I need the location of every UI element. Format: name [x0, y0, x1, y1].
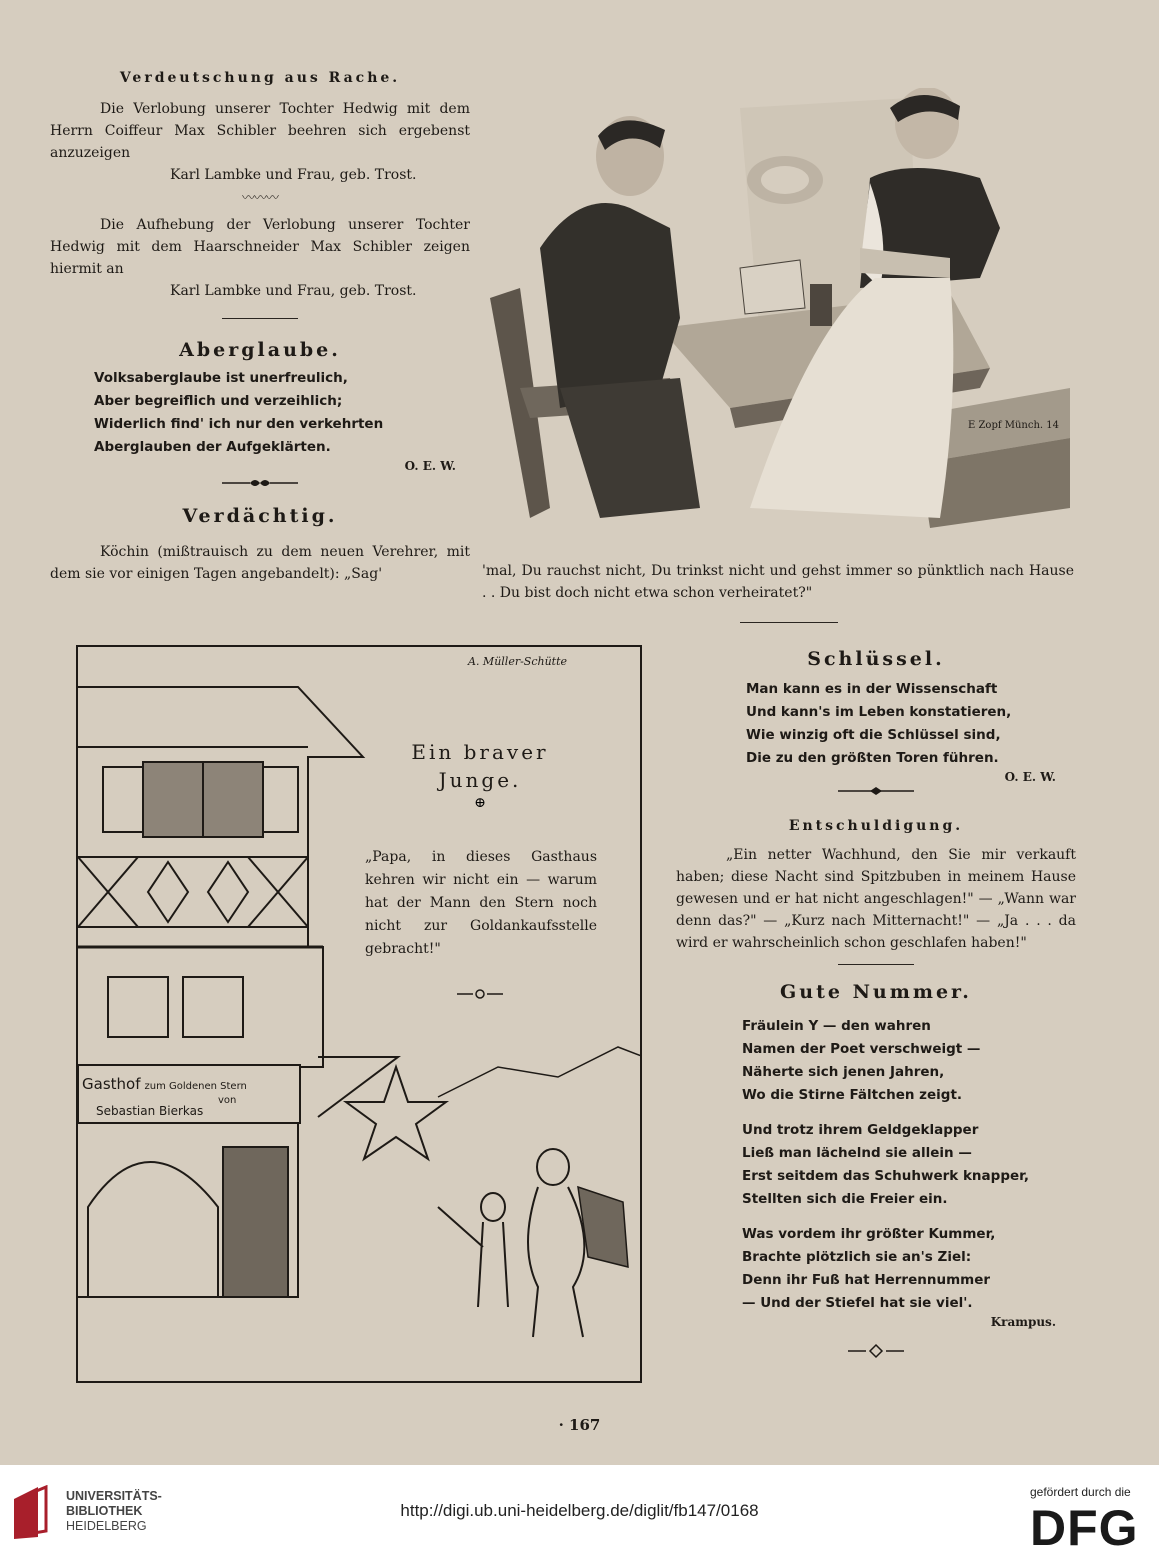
- poem-line: Man kann es in der Wissenschaft: [746, 681, 998, 697]
- ornament-icon: [836, 786, 916, 796]
- sign-text-von: von: [218, 1095, 237, 1106]
- library-name-line: UNIVERSITÄTS-: [66, 1489, 162, 1503]
- verdaechtig-text-start: Köchin (mißtrauisch zu dem neuen Verehrer, mit dem sie vor einigen Tagen angebandelt): „Sag': [50, 544, 470, 582]
- poem-line: Wo die Stirne Fältchen zeigt.: [742, 1087, 963, 1103]
- poem-line: Denn ihr Fuß hat Herrennummer: [742, 1272, 991, 1288]
- section-title-gute-nummer: Gute Nummer.: [780, 981, 972, 1003]
- poem-line: Erst seitdem das Schuhwerk knapper,: [742, 1168, 1029, 1184]
- wave-divider: 〰〰〰: [241, 191, 278, 206]
- cartoon-caption: „Papa, in dieses Gasthaus kehren wir nicht ein — warum hat der Mann den Stern noch nicht zur Goldankaufsstelle gebracht!": [365, 849, 597, 957]
- poem-line: Die zu den größten Toren führen.: [746, 750, 999, 766]
- cancellation-notice: Die Aufhebung der Verlobung unserer Tochter Hedwig mit dem Haarschneider Max Schibler zeigen hiermit an: [50, 217, 470, 277]
- poem-line: Wie winzig oft die Schlüssel sind,: [746, 727, 1001, 743]
- engagement-notice: Die Verlobung unserer Tochter Hedwig mit dem Herrn Coiffeur Max Schibler beehren sich ergebenst anzuzeigen: [50, 101, 470, 161]
- poem-line: Aberglauben der Aufgeklärten.: [94, 439, 331, 455]
- section-title-entschuldigung: Entschuldigung.: [788, 818, 964, 834]
- dfg-logo[interactable]: DFG: [1030, 1500, 1139, 1556]
- poem-line: Und trotz ihrem Geldgeklapper: [742, 1122, 979, 1138]
- library-name-line: HEIDELBERG: [66, 1519, 147, 1533]
- notice-signature-1: Karl Lambke und Frau, geb. Trost.: [170, 167, 417, 183]
- artist-signature: A. Müller-Schütte: [468, 655, 568, 668]
- poem-line: Fräulein Y — den wahren: [742, 1018, 931, 1034]
- page-number: · 167: [558, 1416, 601, 1434]
- cartoon-title: Ein braver Junge.: [411, 740, 549, 792]
- ornament-divider: [676, 784, 1076, 800]
- notice-signature-2: Karl Lambke und Frau, geb. Trost.: [170, 283, 417, 299]
- poem-line: — Und der Stiefel hat sie viel'.: [742, 1295, 973, 1311]
- illustration-man-and-woman-at-table: [480, 88, 1080, 558]
- viewer-footer: [0, 1465, 1159, 1561]
- poem-line: Volksaberglaube ist unerfreulich,: [94, 370, 348, 386]
- ornament-icon: [220, 477, 300, 489]
- poem-signature: O. E. W.: [404, 459, 456, 473]
- poem-line: Stellten sich die Freier ein.: [742, 1191, 948, 1207]
- ornament-divider: [50, 477, 470, 493]
- poem-line: Was vordem ihr größter Kummer,: [742, 1226, 996, 1242]
- section-title-verdaechtig: Verdächtig.: [182, 505, 338, 527]
- sign-text-name: Sebastian Bierkas: [96, 1104, 204, 1118]
- poem-signature: Krampus.: [990, 1315, 1056, 1329]
- illustration-signature: E Zopf Münch. 14: [968, 420, 1059, 431]
- right-column: [676, 648, 1076, 1363]
- permalink-url[interactable]: http://digi.ub.uni-heidelberg.de/diglit/fb147/0168: [400, 1501, 759, 1520]
- cartoon-ornament: ⊕: [474, 795, 486, 811]
- poem-line: Widerlich find' ich nur den verkehrten: [94, 416, 384, 432]
- poem-line: Ließ man lächelnd sie allein —: [742, 1145, 972, 1161]
- poem-line: Namen der Poet verschweigt —: [742, 1041, 981, 1057]
- ornament-divider: [676, 1343, 1076, 1363]
- ornament-icon: [846, 1343, 906, 1359]
- section-divider: [740, 622, 838, 623]
- poem-line: Aber begreiflich und verzeihlich;: [94, 393, 343, 409]
- entschuldigung-text: „Ein netter Wachhund, den Sie mir verkauft haben; diese Nacht sind Spitzbuben in meinem Hause gewesen und er hat nicht angeschlagen!" — „Wann war denn das?" — „Kurz nach Mitternacht!" — „Ja . . . da wird er wahrscheinlich schon geschlafen haben!": [676, 847, 1076, 951]
- library-name-line: BIBLIOTHEK: [66, 1504, 143, 1518]
- poem-line: Näherte sich jenen Jahren,: [742, 1064, 945, 1080]
- ornament-icon: [455, 988, 505, 1000]
- left-column: [50, 70, 470, 585]
- sign-text: Gasthof zum Goldenen Stern: [82, 1075, 247, 1093]
- funded-by-label: gefördert durch die: [1030, 1485, 1131, 1499]
- verdaechtig-text-end: 'mal, Du rauchst nicht, Du trinkst nicht und gehst immer so pünktlich nach Hause . . Du bist doch nicht etwa schon verheiratet?": [482, 563, 1074, 601]
- ornament-divider: [372, 988, 588, 1004]
- poem-line: Und kann's im Leben konstatieren,: [746, 704, 1012, 720]
- section-title-aberglaube: Aberglaube.: [179, 339, 341, 361]
- section-title-schluessel: Schlüssel.: [807, 648, 945, 670]
- poem-signature: O. E. W.: [1004, 770, 1056, 784]
- section-title-verdeutschung: Verdeutschung aus Rache.: [119, 70, 401, 86]
- poem-line: Brachte plötzlich sie an's Ziel:: [742, 1249, 972, 1265]
